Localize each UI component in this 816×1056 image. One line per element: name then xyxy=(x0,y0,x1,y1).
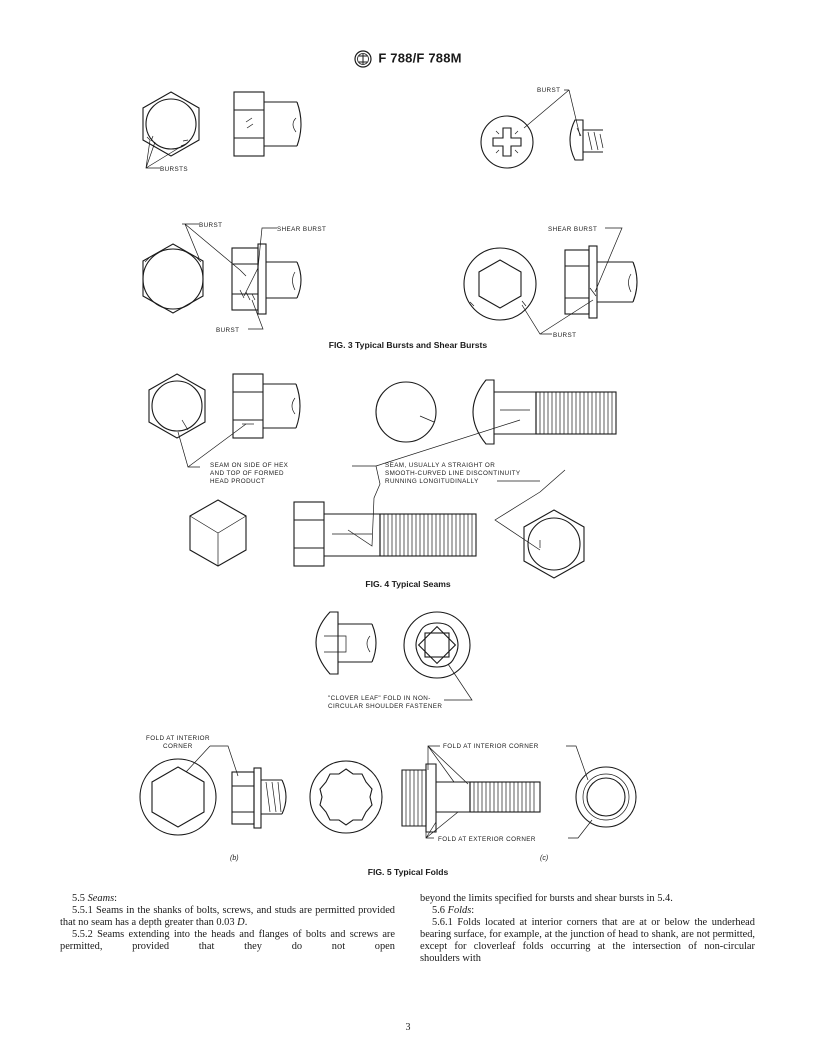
standard-designation: F 788/F 788M xyxy=(378,50,462,66)
fig4-seam-hex-leader xyxy=(178,424,246,467)
fig3-recess-head-end-view xyxy=(481,116,533,168)
fig4-seam-long-leader-2 xyxy=(495,492,540,550)
fig3-pan-head-side xyxy=(570,120,603,160)
fig4-caption: FIG. 4 Typical Seams xyxy=(365,579,451,589)
section-5-5-2-continued: beyond the limits specified for bursts and shear bursts in 5.4. xyxy=(420,893,673,904)
fig3-washer-hex-end-view xyxy=(464,248,536,320)
fig4-seam-hex-3: HEAD PRODUCT xyxy=(210,478,266,485)
fig5-fold-exterior-corner-leader xyxy=(426,812,458,838)
fig3-washer-hex-bolt-side xyxy=(565,246,637,318)
fig4-carriage-bolt-side xyxy=(473,380,616,444)
page-number: 3 xyxy=(405,1022,411,1033)
fig4-hex-end-view-2 xyxy=(190,500,246,566)
fig5-fold-exterior-corner-leader-right xyxy=(568,820,592,838)
section-5-5-2: 5.5.2 Seams extending into the heads and flanges of bolts and screws are permitted, provided that they do not open xyxy=(60,929,395,952)
fig3-caption: FIG. 3 Typical Bursts and Shear Bursts xyxy=(328,340,488,350)
fig4-hex-end-view xyxy=(149,374,205,438)
fig3-flange-bolt-side xyxy=(232,244,301,314)
fig5-clover-2: CIRCULAR SHOULDER FASTENER xyxy=(328,703,443,710)
section-5-5-1: 5.5.1 Seams in the shanks of bolts, screws, and studs are permitted provided that no seam has a depth greater than 0.03 D. xyxy=(60,905,395,928)
left-column xyxy=(60,893,395,953)
fig3-burst-leader-right xyxy=(522,300,593,334)
fig3-burst-leader-left xyxy=(182,224,240,270)
fig5-fold-interior-1: FOLD AT INTERIOR xyxy=(146,735,210,742)
fig4-seam-long-3: RUNNING LONGITUDINALLY xyxy=(385,478,479,485)
fig5-washer-hex-end-view xyxy=(140,759,216,835)
fig3-hex-bolt-side xyxy=(234,92,301,156)
fig5-clover-leader xyxy=(444,664,472,700)
fig4-washer-hex-end-view xyxy=(524,510,584,578)
fig5-clover-1: "CLOVER LEAF" FOLD IN NON- xyxy=(328,695,431,702)
fig3-burst-label-bottom: BURST xyxy=(216,327,240,334)
fig5-fold-exterior-corner: FOLD AT EXTERIOR CORNER xyxy=(438,836,536,843)
fig5-flange-end-view xyxy=(576,767,636,827)
fig4-seam-hex-2: AND TOP OF FORMED xyxy=(210,470,284,477)
fig5-sub-b: (b) xyxy=(230,855,239,862)
fig5-fold-interior-2: CORNER xyxy=(163,743,193,750)
section-5-6-heading: 5.6 Folds: xyxy=(432,905,475,916)
section-5-6-1: 5.6.1 Folds located at interior corners that are at or below the underhead bearing surface, for example, at the junction of head to shank, are not permitted, except for cloverleaf folds occurring at the intersection of non-circular shoulders with xyxy=(420,917,755,964)
fig3-burst-label-top: BURST xyxy=(537,87,561,94)
fig5-flange-screw-side xyxy=(232,768,286,828)
fig3-shear-burst-label: SHEAR BURST xyxy=(277,226,327,233)
fig5-fold-interior-corner-leader-right xyxy=(566,746,588,780)
fig5-fold-interior-corner-leader xyxy=(428,746,468,784)
fig5-caption: FIG. 5 Typical Folds xyxy=(367,867,449,877)
fig5-clover-end-view xyxy=(404,612,470,678)
fig4-hex-bolt-long-side xyxy=(294,502,476,566)
fig3-flange-hex-end-view xyxy=(143,244,203,313)
fig3-burst-label-right: BURST xyxy=(553,332,577,339)
fig5-socket-end-view xyxy=(310,761,382,833)
fig3-shear-burst-label-right: SHEAR BURST xyxy=(548,226,598,233)
fig5-carriage-bolt-side xyxy=(316,612,376,674)
fig4-seam-long-1: SEAM, USUALLY A STRAIGHT OR xyxy=(385,462,496,469)
fig3-bursts-label: BURSTS xyxy=(160,166,188,173)
fig5-fold-interior-leader xyxy=(186,746,238,776)
fig3-hex-end-view xyxy=(143,92,199,156)
fig3-burst-label-left: BURST xyxy=(199,222,223,229)
section-5-5-heading: 5.5 Seams: xyxy=(72,893,118,904)
fig4-seam-hex-1: SEAM ON SIDE OF HEX xyxy=(210,462,289,469)
fig5-fold-interior-corner: FOLD AT INTERIOR CORNER xyxy=(443,743,539,750)
fig4-seam-long-2: SMOOTH-CURVED LINE DISCONTINUITY xyxy=(385,470,521,477)
right-column xyxy=(420,893,755,965)
fig4-hex-bolt-side xyxy=(233,374,300,438)
fig4-thread-pattern xyxy=(540,392,612,434)
fig4-round-end-view xyxy=(376,382,436,442)
fig5-12pt-flange-bolt-side xyxy=(402,764,540,832)
fig5-sub-c: (c) xyxy=(540,855,549,862)
fig3-shear-burst-leader-right xyxy=(595,228,622,292)
